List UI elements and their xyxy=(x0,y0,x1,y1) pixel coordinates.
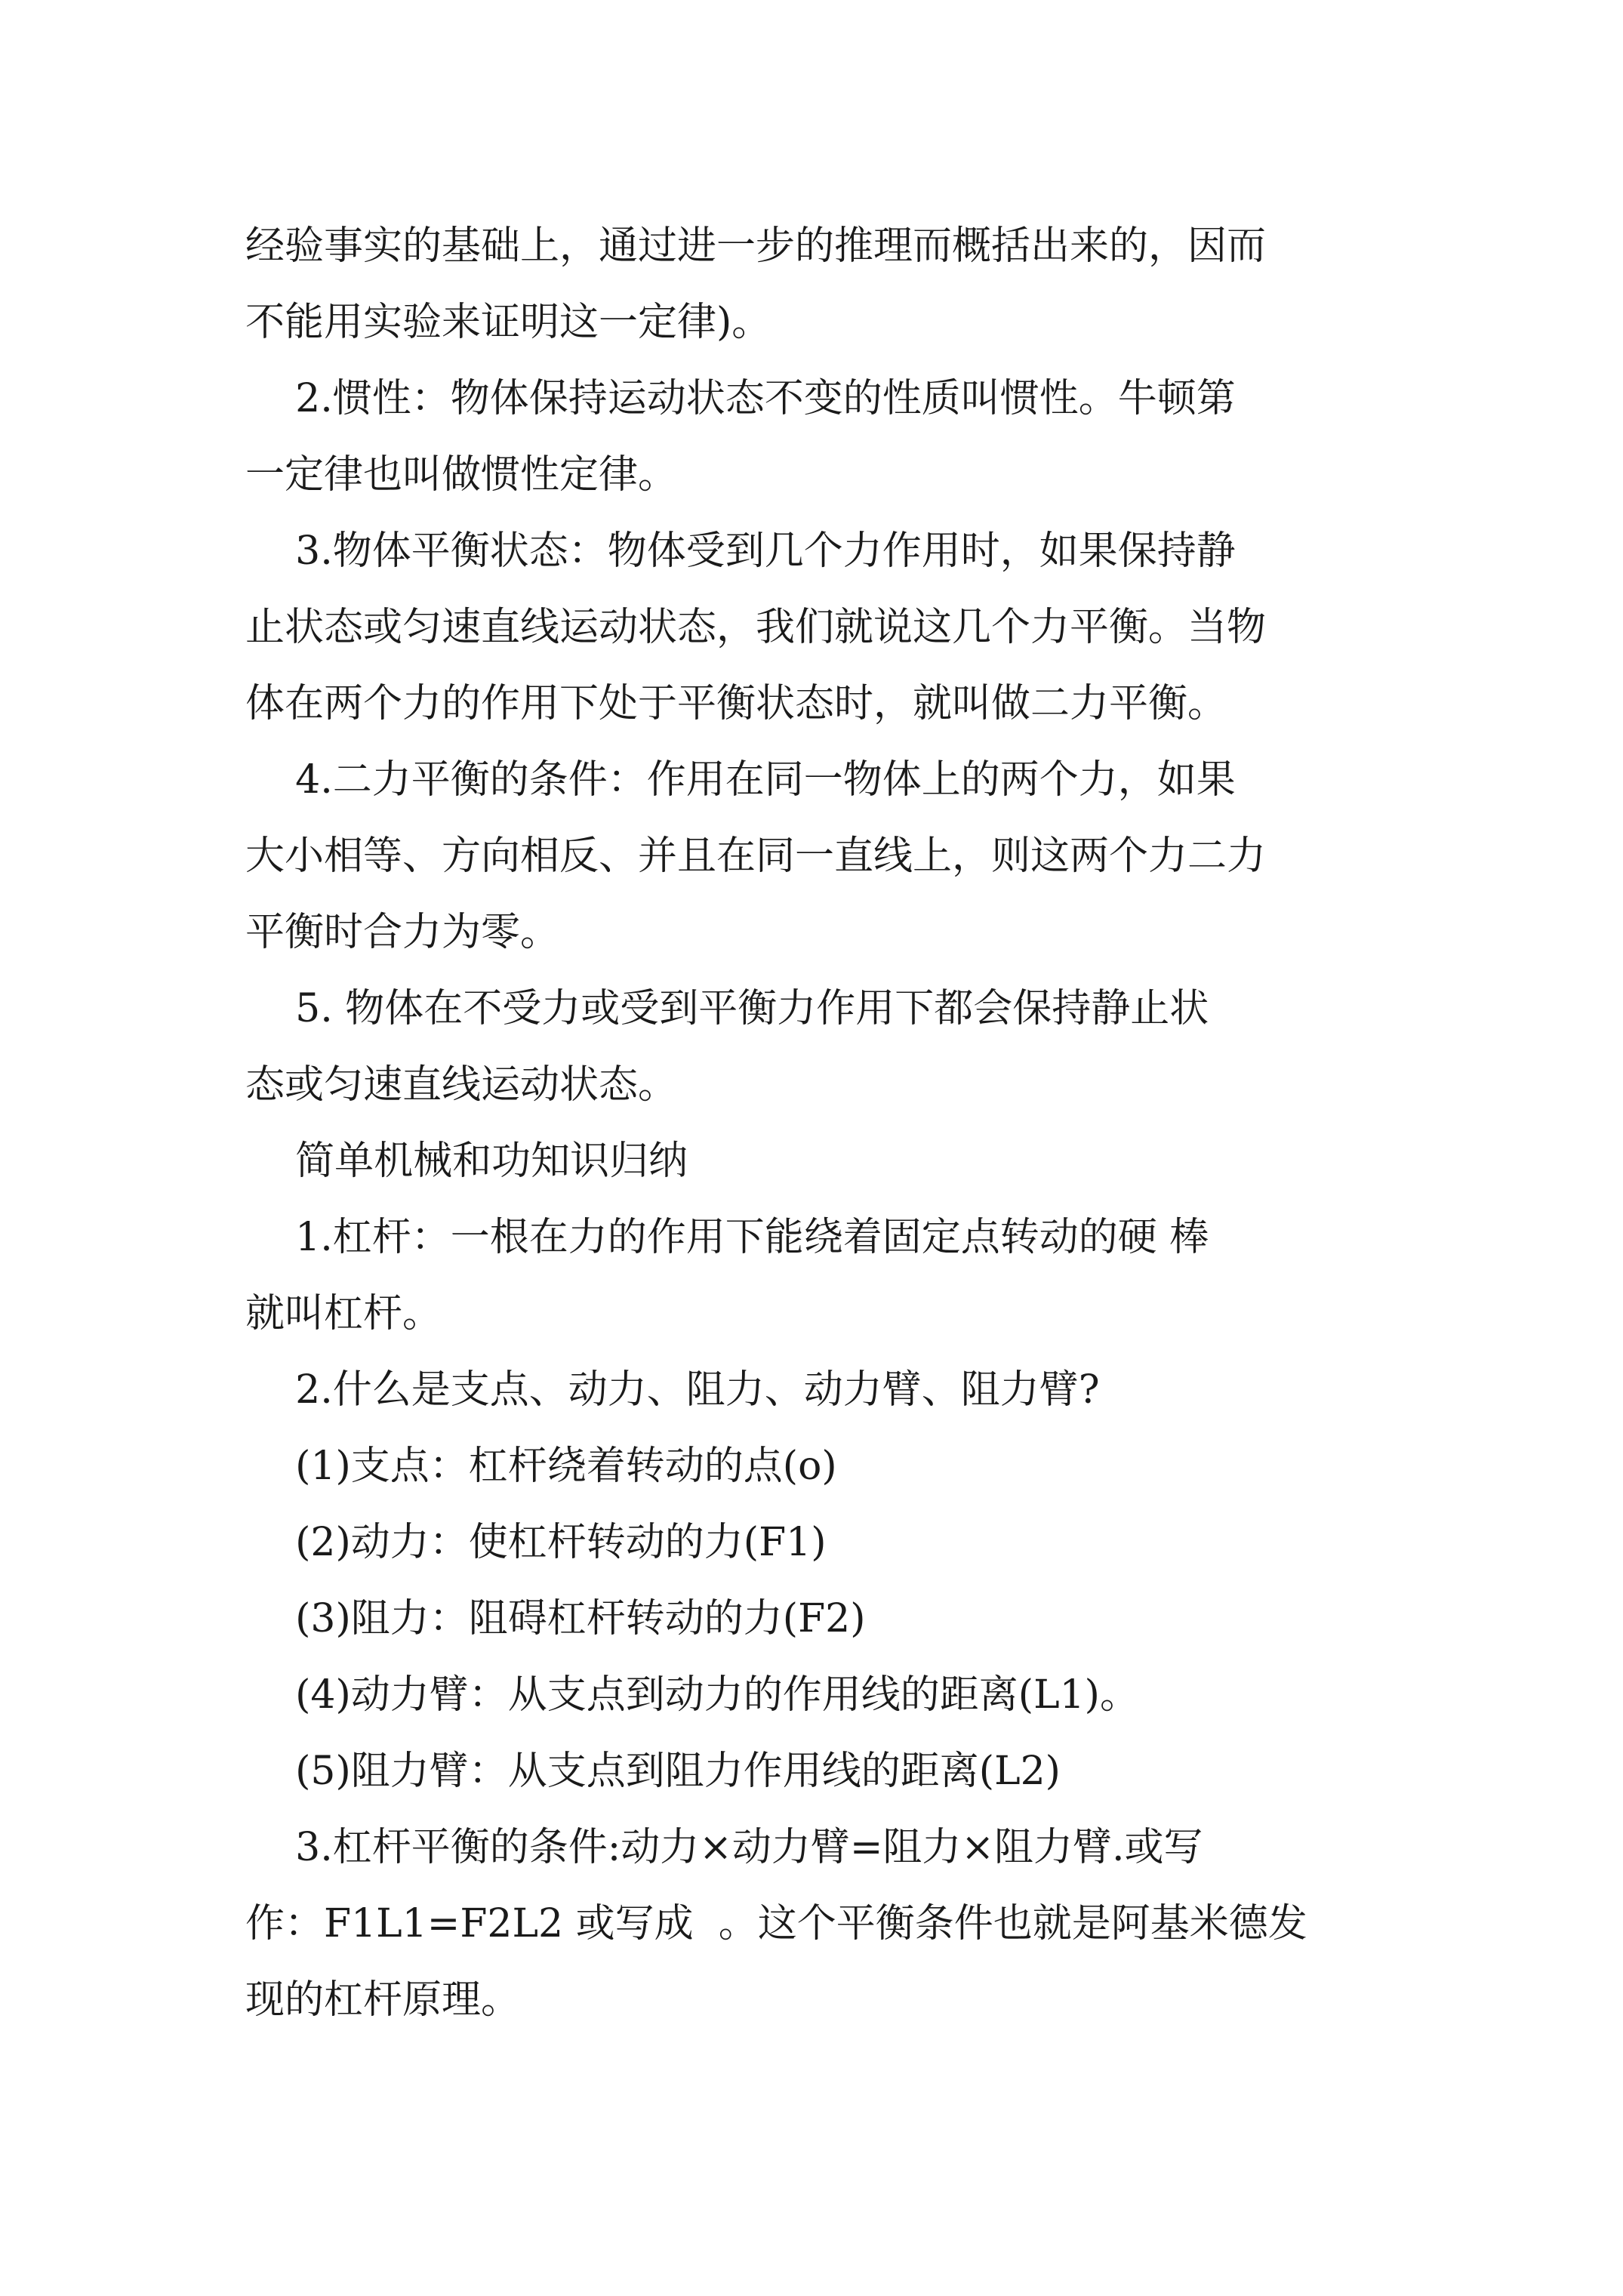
text-line: 不能用实验来证明这一定律)。 xyxy=(245,300,771,345)
text-line: 1.杠杆：一根在力的作用下能绕着固定点转动的硬 棒 xyxy=(245,1215,1209,1260)
text-line: 现的杠杆原理。 xyxy=(245,1977,521,2023)
text-line: 5. 物体在不受力或受到平衡力作用下都会保持静止状 xyxy=(245,986,1209,1031)
text-line: 3.物体平衡状态：物体受到几个力作用时，如果保持静 xyxy=(245,529,1236,574)
text-line: 体在两个力的作用下处于平衡状态时，就叫做二力平衡。 xyxy=(245,681,1227,726)
text-line: 态或匀速直线运动状态。 xyxy=(245,1062,678,1108)
text-line: 4.二力平衡的条件：作用在同一物体上的两个力，如果 xyxy=(245,757,1236,803)
text-line: 2.惯性：物体保持运动状态不变的性质叫惯性。牛顿第 xyxy=(245,376,1236,421)
text-line: 一定律也叫做惯性定律。 xyxy=(245,452,678,498)
text-line: 大小相等、方向相反、并且在同一直线上，则这两个力二力 xyxy=(245,834,1267,879)
text-line: 作：F1L1=F2L2 或写成 。这个平衡条件也就是阿基米德发 xyxy=(245,1901,1307,1946)
text-line: 2.什么是支点、动力、阻力、动力臂、阻力臂? xyxy=(245,1367,1100,1413)
document-body xyxy=(245,208,1393,2039)
text-line: 经验事实的基础上，通过进一步的推理而概括出来的，因而 xyxy=(245,223,1267,269)
text-line: (3)阻力：阻碍杠杆转动的力(F2) xyxy=(245,1596,866,1641)
text-line: 3.杠杆平衡的条件:动力×动力臂=阻力×阻力臂.或写 xyxy=(245,1825,1203,1870)
text-line: (2)动力：使杠杆转动的力(F1) xyxy=(245,1520,827,1565)
text-line: 就叫杠杆。 xyxy=(245,1291,442,1336)
text-line: (4)动力臂：从支点到动力的作用线的距离(L1)。 xyxy=(245,1672,1139,1718)
text-line: 止状态或匀速直线运动状态，我们就说这几个力平衡。当物 xyxy=(245,605,1267,650)
text-line: (5)阻力臂：从支点到阻力作用线的距离(L2) xyxy=(245,1749,1061,1794)
text-line: 平衡时合力为零。 xyxy=(245,910,560,955)
text-line: (1)支点：杠杆绕着转动的点(o) xyxy=(245,1444,837,1489)
section-heading: 简单机械和功知识归纳 xyxy=(245,1139,688,1184)
